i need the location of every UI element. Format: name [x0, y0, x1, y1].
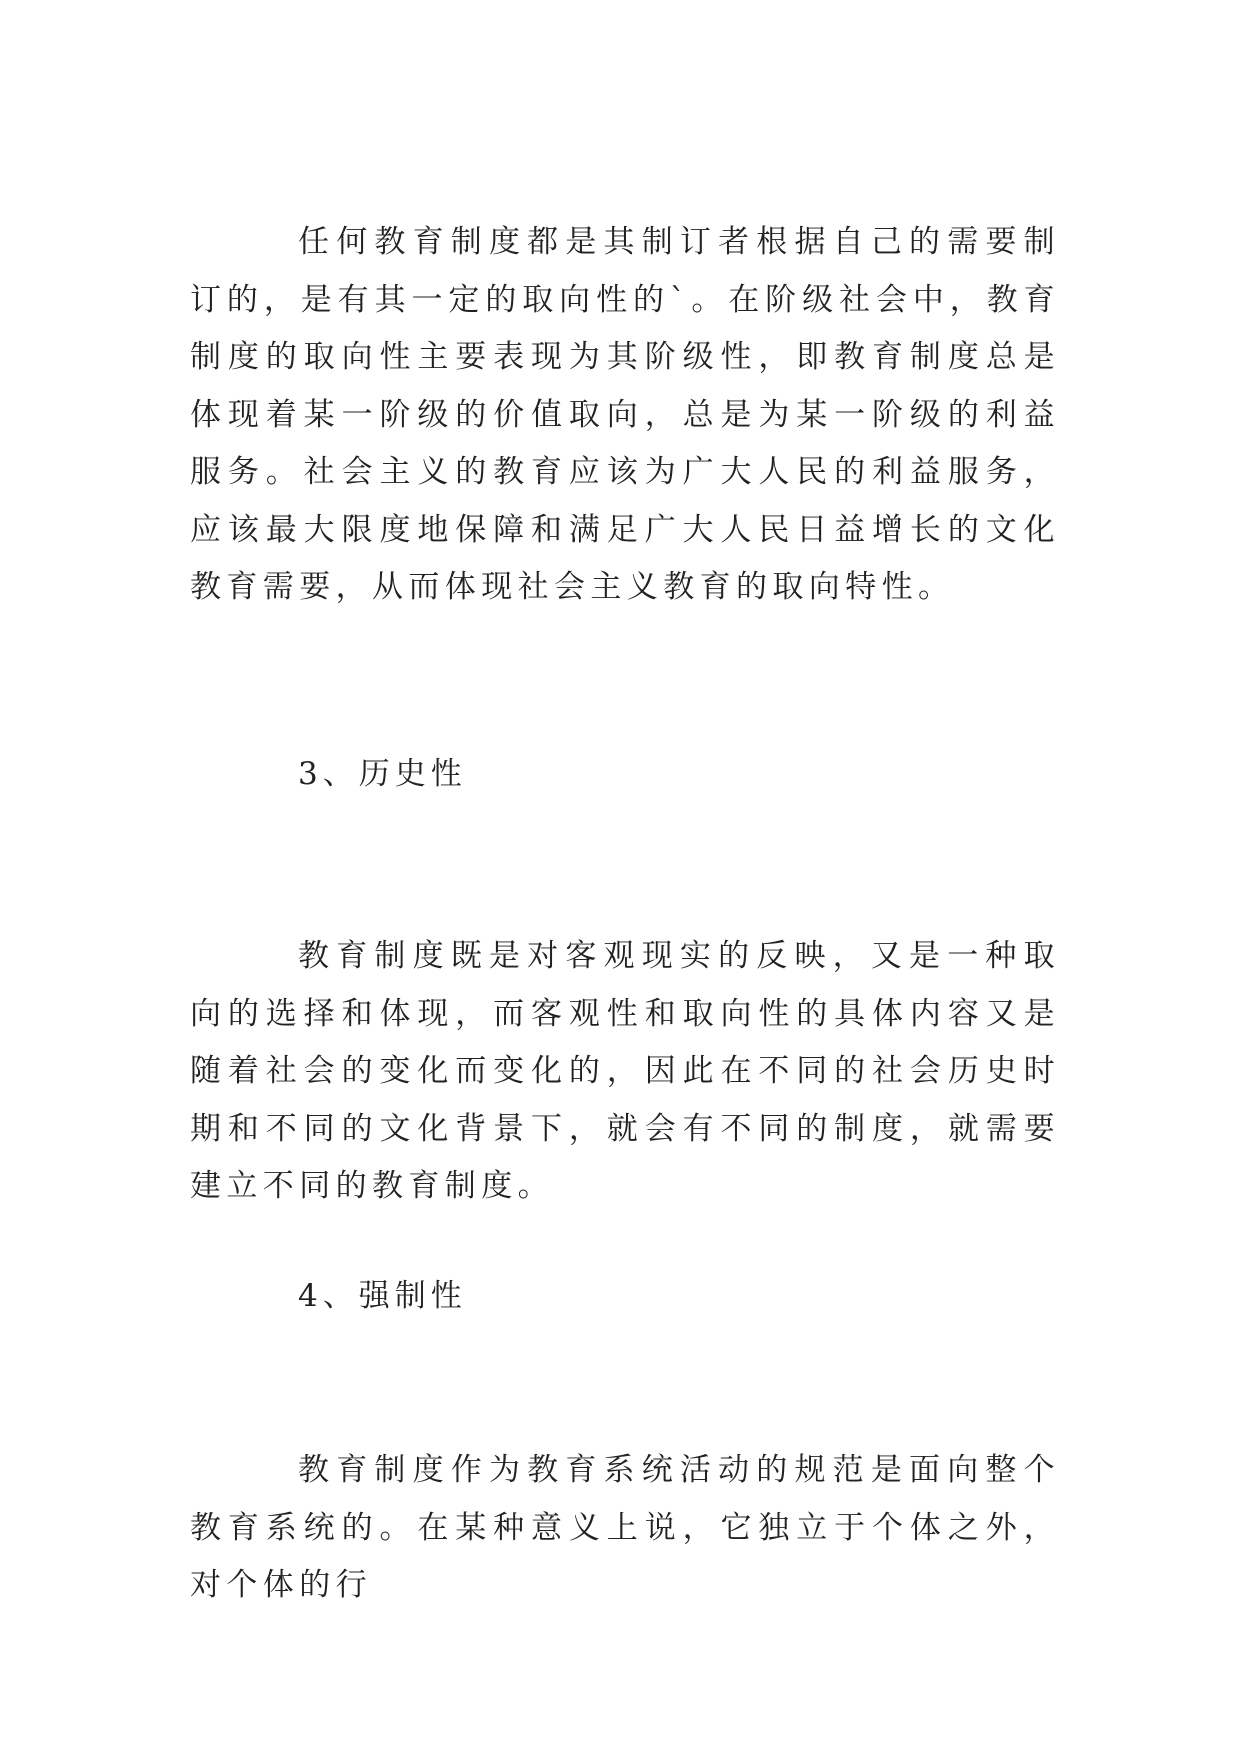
section-heading-historicity: 3、历史性	[298, 756, 467, 792]
section-heading-compulsoriness: 4、强制性	[298, 1278, 467, 1314]
paragraph-compulsoriness: 教育制度作为教育系统活动的规范是面向整个教育系统的。在某种意义上说，它独立于个体之外，对个体的行	[190, 1452, 1060, 1603]
paragraph-orientation: 任何教育制度都是其制订者根据自己的需要制订的，是有其一定的取向性的`。在阶级社会中，教育制度的取向性主要表现为其阶级性，即教育制度总是体现着某一阶级的价值取向，总是为某一阶级的利益服务。社会主义的教育应该为广大人民的利益服务，应该最大限度地保障和满足广大人民日益增长的文化教育需要，从而体现社会主义教育的取向特性。	[190, 224, 1060, 605]
paragraph-historicity: 教育制度既是对客观现实的反映，又是一种取向的选择和体现，而客观性和取向性的具体内容又是随着社会的变化而变化的，因此在不同的社会历史时期和不同的文化背景下，就会有不同的制度，就需要建立不同的教育制度。	[190, 938, 1060, 1204]
